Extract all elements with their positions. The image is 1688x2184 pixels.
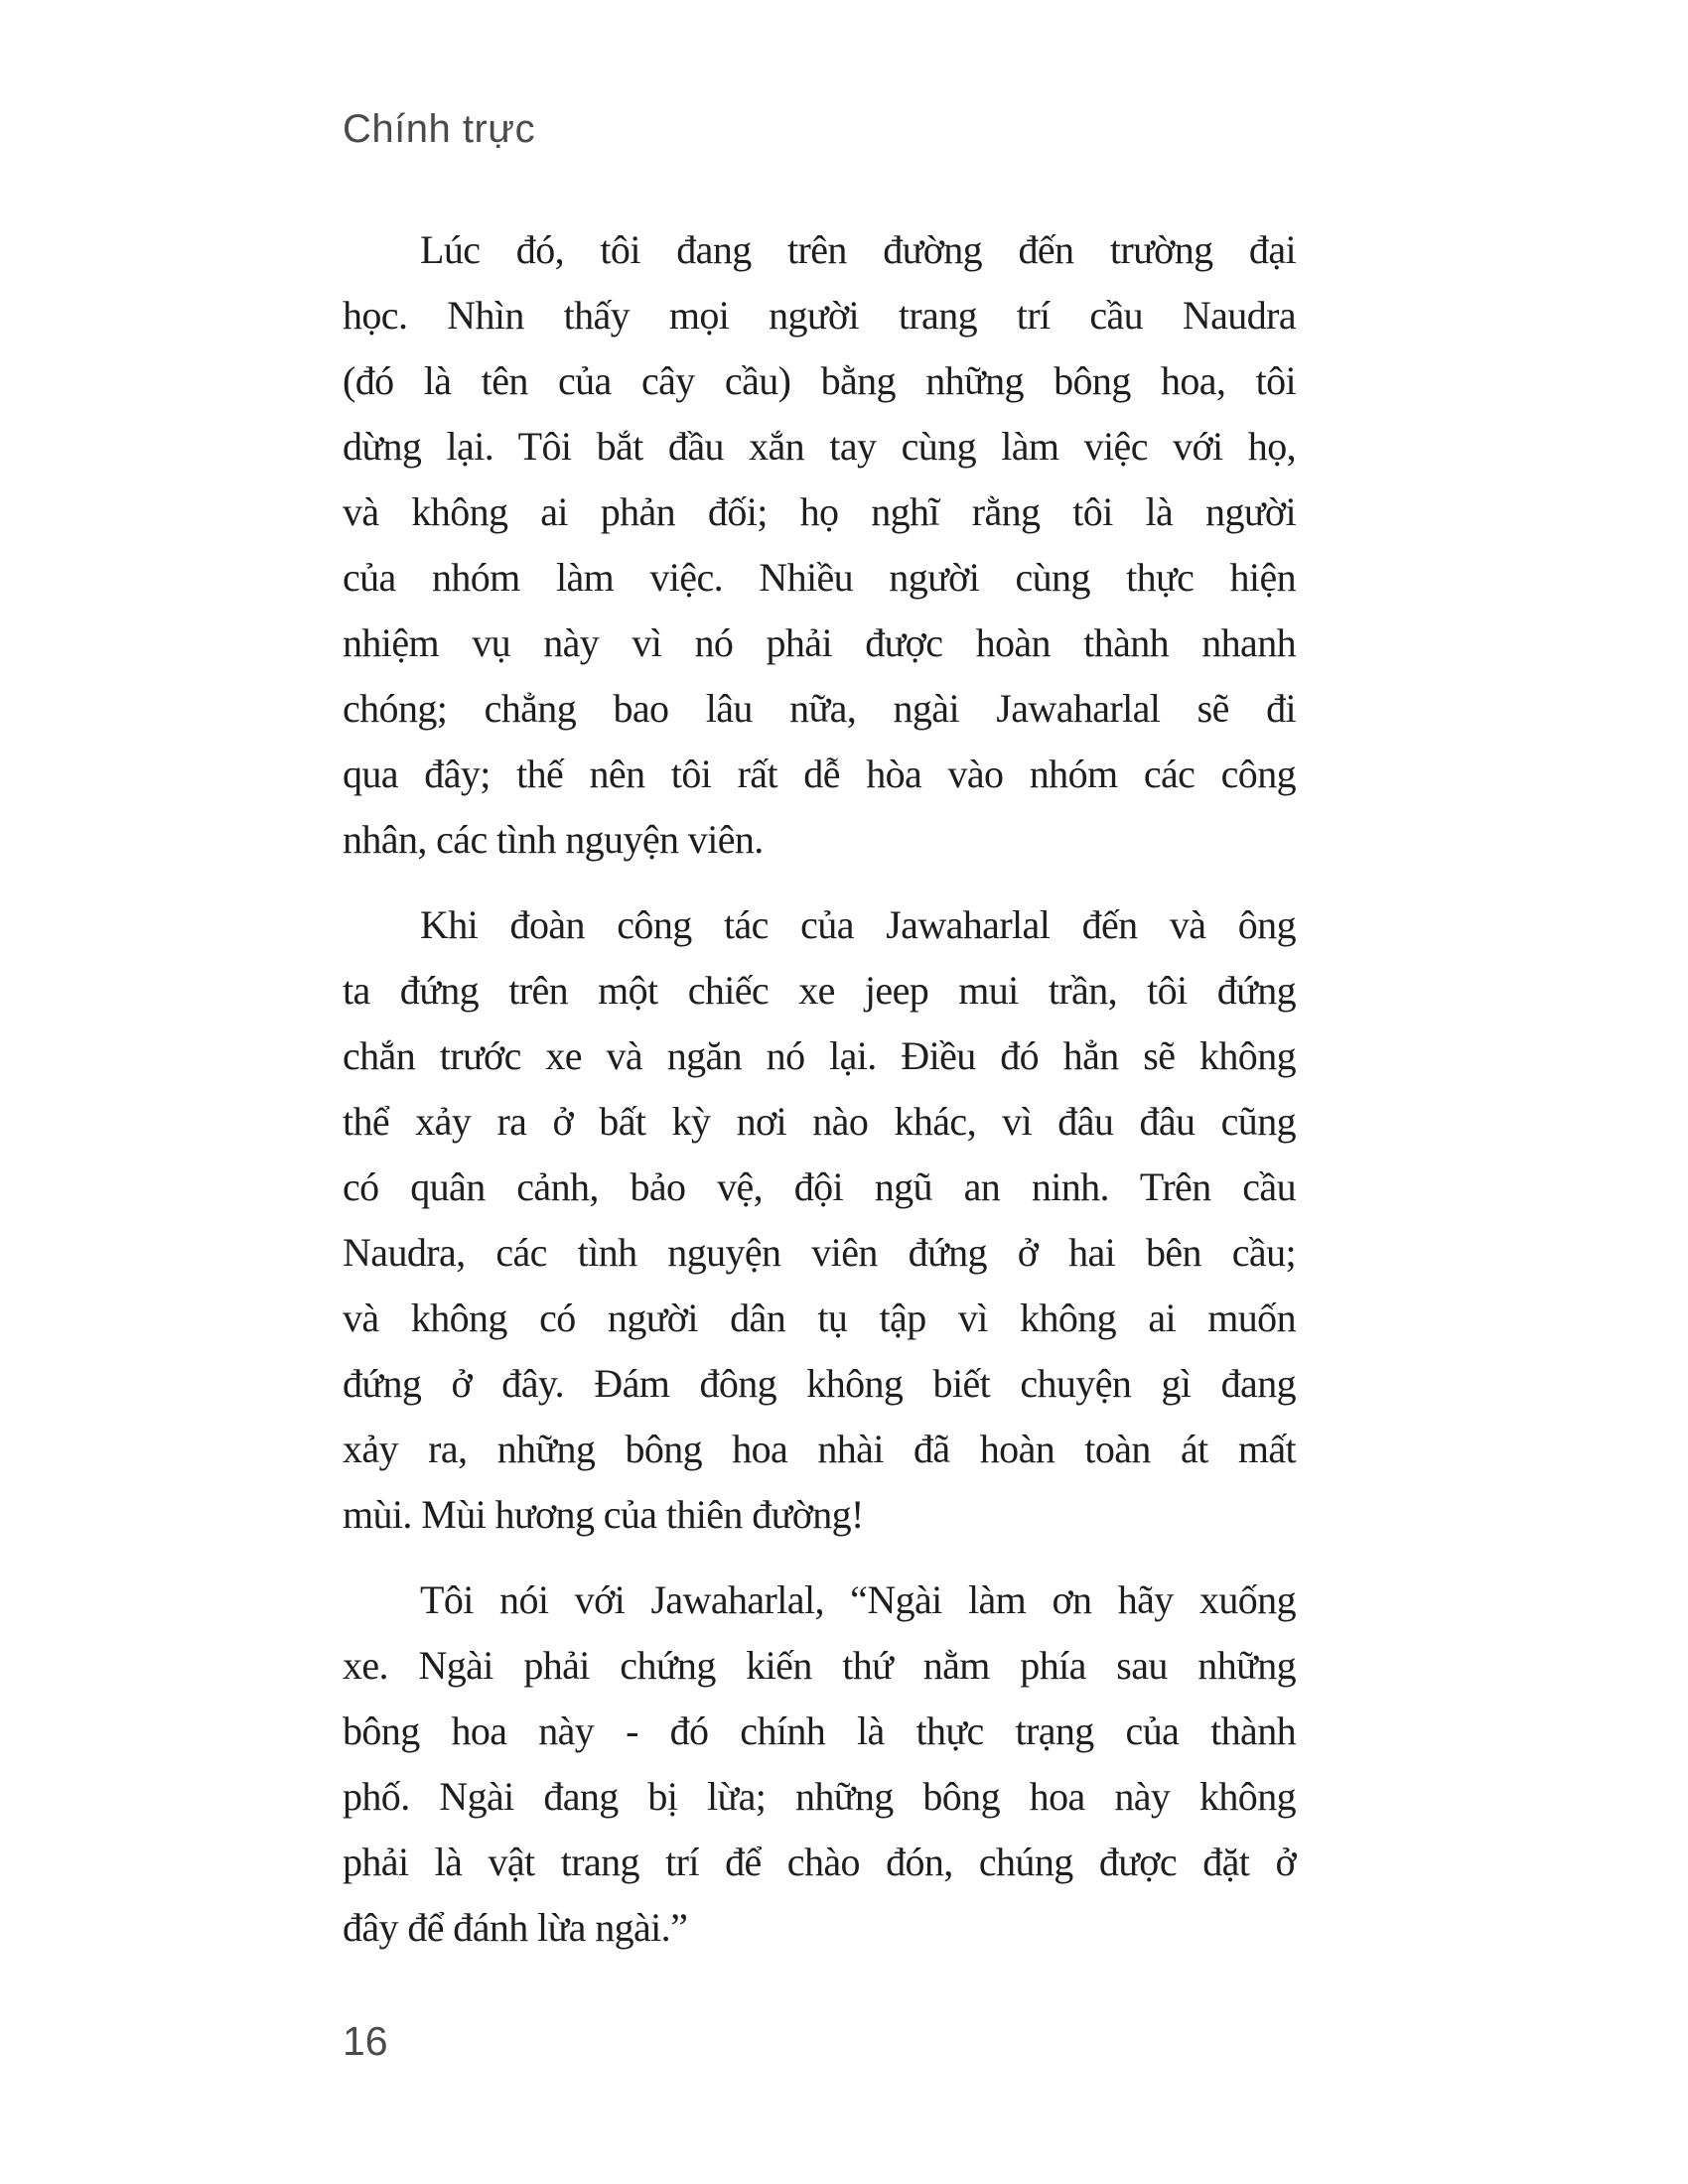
text-line: và không có người dân tụ tập vì không ai muốn [343, 1296, 1296, 1340]
text-line: của nhóm làm việc. Nhiều người cùng thực hiện [343, 555, 1296, 600]
paragraph-1 [343, 217, 1296, 873]
text-line: đây để đánh lừa ngài.” [343, 1905, 688, 1950]
paragraph-3 [343, 1568, 1296, 1961]
page-number: 16 [343, 2018, 388, 2064]
text-block [343, 217, 1296, 1961]
text-line: phải là vật trang trí để chào đón, chúng được đặt ở [343, 1840, 1296, 1884]
text-line: chóng; chẳng bao lâu nữa, ngài Jawaharlal sẽ đi [343, 686, 1296, 731]
text-line: dừng lại. Tôi bắt đầu xắn tay cùng làm việc với họ, [343, 424, 1296, 469]
text-line: qua đây; thế nên tôi rất dễ hòa vào nhóm các công [343, 751, 1296, 796]
text-line: thể xảy ra ở bất kỳ nơi nào khác, vì đâu đâu cũng [343, 1099, 1296, 1144]
text-line: Lúc đó, tôi đang trên đường đến trường đại [420, 227, 1296, 272]
text-line: Khi đoàn công tác của Jawaharlal đến và ông [420, 902, 1296, 947]
text-line: (đó là tên của cây cầu) bằng những bông hoa, tôi [343, 358, 1296, 403]
text-line: Naudra, các tình nguyện viên đứng ở hai bên cầu; [343, 1230, 1296, 1275]
text-line: chắn trước xe và ngăn nó lại. Điều đó hẳn sẽ không [343, 1033, 1296, 1078]
paragraph-2 [343, 892, 1296, 1548]
text-line: bông hoa này - đó chính là thực trạng của thành [343, 1708, 1296, 1753]
text-line: ta đứng trên một chiếc xe jeep mui trần, tôi đứng [343, 968, 1296, 1013]
text-line: nhân, các tình nguyện viên. [343, 817, 764, 862]
text-line: phố. Ngài đang bị lừa; những bông hoa này không [343, 1774, 1296, 1819]
text-line: Tôi nói với Jawaharlal, “Ngài làm ơn hãy xuống [420, 1577, 1296, 1622]
text-line: xe. Ngài phải chứng kiến thứ nằm phía sau những [343, 1643, 1296, 1688]
text-line: nhiệm vụ này vì nó phải được hoàn thành nhanh [343, 620, 1296, 665]
text-line: học. Nhìn thấy mọi người trang trí cầu Naudra [343, 293, 1296, 338]
text-line: mùi. Mùi hương của thiên đường! [343, 1492, 864, 1537]
text-line: đứng ở đây. Đám đông không biết chuyện gì đang [343, 1361, 1296, 1406]
text-line: xảy ra, những bông hoa nhài đã hoàn toàn át mất [343, 1427, 1296, 1471]
text-line: và không ai phản đối; họ nghĩ rằng tôi là người [343, 489, 1296, 534]
running-header: Chính trực [343, 107, 536, 151]
text-line: có quân cảnh, bảo vệ, đội ngũ an ninh. Trên cầu [343, 1164, 1296, 1209]
